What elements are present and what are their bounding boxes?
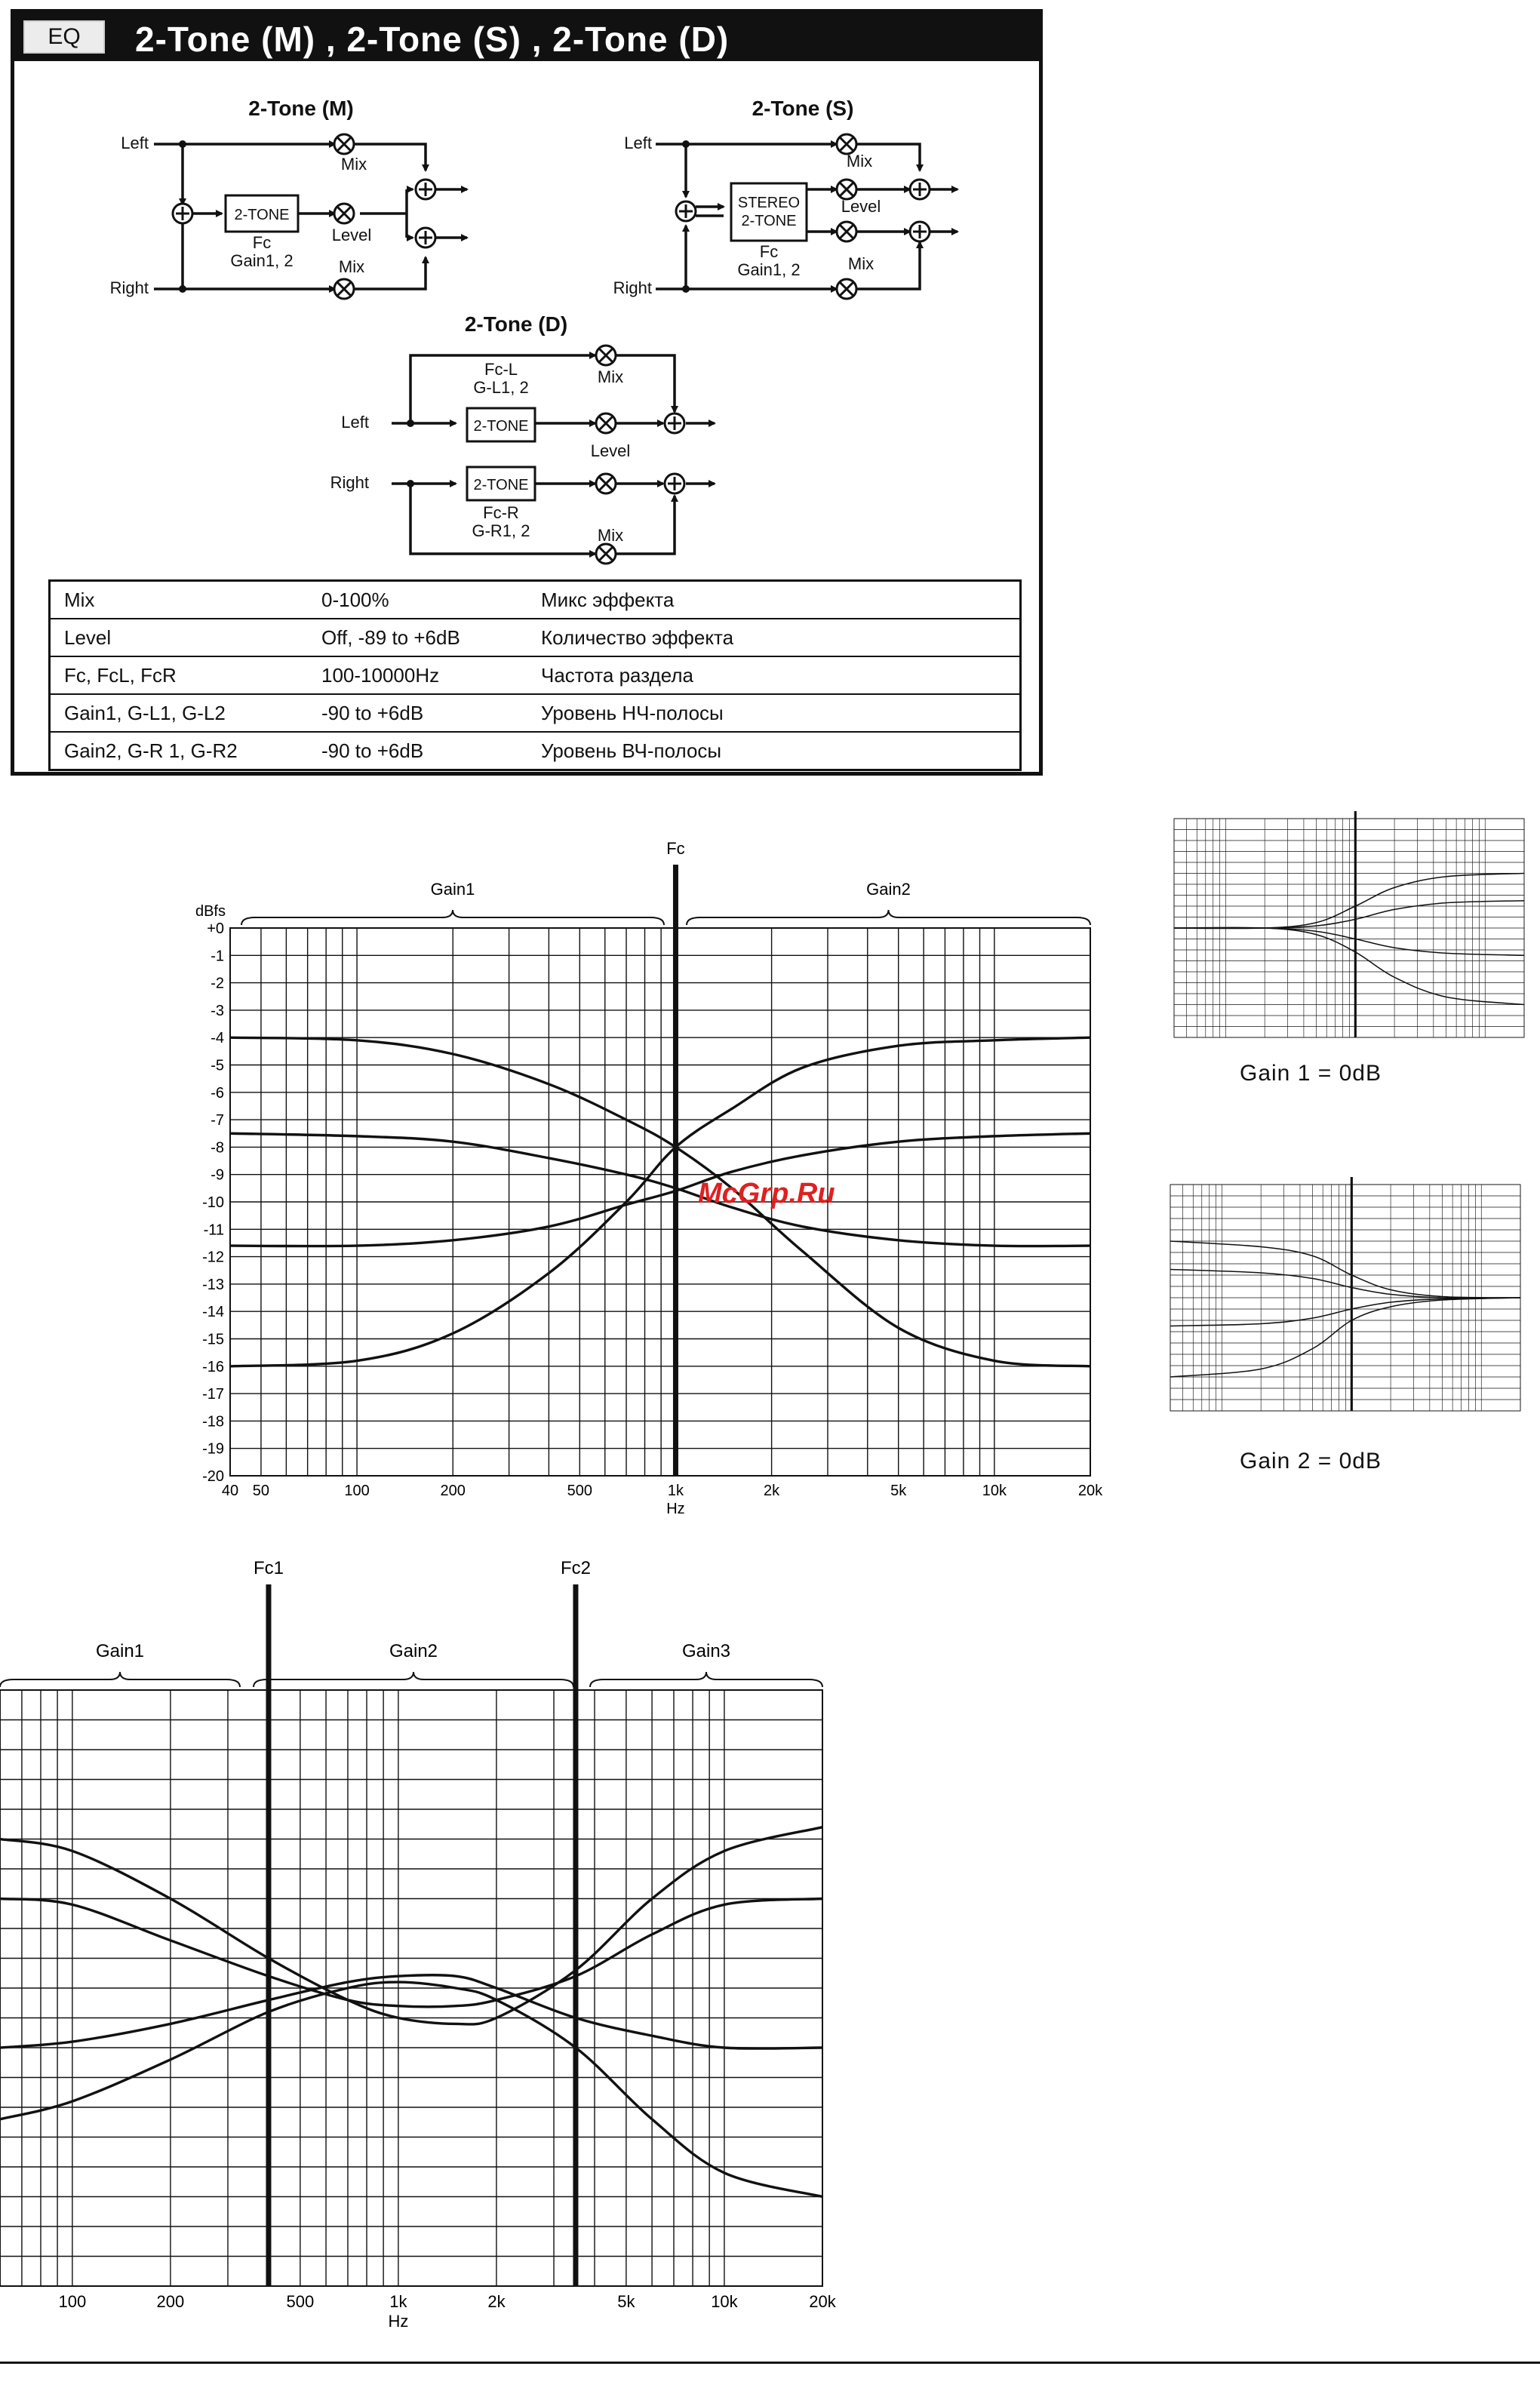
page-title: 2-Tone (M) , 2-Tone (S) , 2-Tone (D) xyxy=(135,20,730,59)
diagram-d-param-top-1: Fc-L xyxy=(484,360,518,379)
band-label: Gain1 xyxy=(430,880,475,899)
y-tick-label: -14 xyxy=(202,1304,224,1321)
gain2-caption: Gain 2 = 0dB xyxy=(1240,1449,1382,1474)
y-tick-label: -4 xyxy=(211,1030,224,1047)
y-tick-label: -8 xyxy=(211,1139,224,1157)
x-tick-label: 200 xyxy=(156,2292,185,2311)
band-label: Gain3 xyxy=(681,1641,731,1661)
diagram-s-left: Left xyxy=(624,134,652,152)
y-tick-label: -15 xyxy=(202,1331,224,1348)
param-desc: Уровень ВЧ-полосы xyxy=(527,732,1021,770)
x-tick-label: 20k xyxy=(1077,1483,1103,1499)
param-range: 100-10000Hz xyxy=(308,656,527,694)
diagram-d-param-top-2: G-L1, 2 xyxy=(473,378,529,397)
y-tick-label: -11 xyxy=(203,1222,224,1239)
param-range: -90 to +6dB xyxy=(308,732,527,770)
diagram-m-block: 2-TONE xyxy=(234,207,290,223)
x-tick-label: 5k xyxy=(890,1483,907,1499)
block-diagrams xyxy=(14,61,1039,582)
diagram-d-param-bottom-2: G-R1, 2 xyxy=(472,521,530,540)
gain1-zero-chart xyxy=(1147,796,1532,1053)
diagram-d-mix-bottom: Mix xyxy=(597,526,624,545)
series-line xyxy=(1170,1298,1520,1326)
y-tick-label: -20 xyxy=(202,1468,224,1485)
param-desc: Количество эффекта xyxy=(527,619,1021,656)
diagram-m-title: 2-Tone (M) xyxy=(248,97,354,120)
band-brace xyxy=(0,1672,240,1687)
band-brace xyxy=(687,910,1090,925)
bottom-rule xyxy=(0,2362,1540,2364)
x-tick-label: 500 xyxy=(286,2292,315,2311)
y-tick-label: -5 xyxy=(211,1057,224,1074)
band-brace xyxy=(590,1672,822,1687)
x-tick-label: 100 xyxy=(344,1483,370,1499)
diagram-s-mix-top: Mix xyxy=(846,152,873,171)
param-range: 0-100% xyxy=(321,588,389,611)
y-tick-label: -19 xyxy=(202,1440,224,1458)
diagram-s-param-2: Gain1, 2 xyxy=(737,260,801,279)
param-range: Off, -89 to +6dB xyxy=(308,619,527,656)
diagram-s-title: 2-Tone (S) xyxy=(752,97,854,120)
x-tick-label: 1k xyxy=(389,2292,407,2311)
y-axis-label: dBfs xyxy=(195,903,226,920)
y-tick-label: -1 xyxy=(211,948,224,965)
band-brace xyxy=(241,910,664,925)
diagram-m-mix-top: Mix xyxy=(340,155,367,174)
x-tick-label: 500 xyxy=(567,1483,593,1499)
x-tick-label: 50 xyxy=(252,1483,270,1499)
band-brace xyxy=(254,1672,573,1687)
y-tick-label: -12 xyxy=(202,1249,224,1266)
marker-label: Fc2 xyxy=(560,1558,591,1578)
param-name: Gain2, G-R 1, G-R2 xyxy=(50,732,309,770)
parameter-table xyxy=(48,579,1022,771)
table-row xyxy=(50,694,1021,732)
diagram-d-block-bottom: 2-TONE xyxy=(473,477,529,493)
x-axis-label: Hz xyxy=(666,1501,685,1517)
y-tick-label: -13 xyxy=(202,1276,224,1293)
watermark: McGrp.Ru xyxy=(698,1178,835,1209)
x-axis-label: Hz xyxy=(388,2312,409,2331)
param-desc: Частота раздела xyxy=(527,656,1021,694)
y-tick-label: -17 xyxy=(202,1386,224,1403)
diagram-d-level: Level xyxy=(590,441,631,460)
y-tick-label: -10 xyxy=(202,1194,224,1211)
series-line xyxy=(0,1899,822,2007)
y-tick-label: -6 xyxy=(211,1084,224,1102)
three-band-chart xyxy=(0,1539,853,2362)
diagram-d-mix-top: Mix xyxy=(597,367,624,386)
diagram-d-title: 2-Tone (D) xyxy=(464,312,568,336)
series-line xyxy=(0,1982,822,2196)
diagram-s-block-1: STEREO xyxy=(737,195,801,211)
series-line xyxy=(1174,928,1524,956)
diagram-m-right: Right xyxy=(109,278,149,297)
marker-label: Fc1 xyxy=(253,1558,284,1578)
table-row xyxy=(50,581,1021,619)
table-row xyxy=(50,732,1021,770)
x-tick-label: 200 xyxy=(440,1483,466,1499)
series-line xyxy=(1170,1241,1520,1298)
band-label: Gain1 xyxy=(95,1641,145,1661)
y-tick-label: -3 xyxy=(211,1002,224,1019)
diagram-s-block-2: 2-TONE xyxy=(741,213,797,229)
diagram-s-right: Right xyxy=(613,278,652,297)
y-tick-label: -2 xyxy=(211,975,224,992)
diagram-s-level: Level xyxy=(841,197,881,216)
param-name: Mix xyxy=(64,588,95,611)
x-tick-label: 10k xyxy=(711,2292,738,2311)
diagram-d-param-bottom-1: Fc-R xyxy=(483,503,519,522)
y-tick-label: +0 xyxy=(207,920,224,937)
x-tick-label: 10k xyxy=(982,1483,1007,1499)
x-tick-label: 5k xyxy=(617,2292,635,2311)
param-name: Fc, FcL, FcR xyxy=(50,656,309,694)
series-line xyxy=(0,1827,822,2024)
series-line xyxy=(0,1975,822,2048)
diagram-d-left: Left xyxy=(341,413,369,432)
x-tick-label: 1k xyxy=(667,1483,684,1499)
gain1-caption: Gain 1 = 0dB xyxy=(1240,1061,1382,1086)
table-row xyxy=(50,619,1021,656)
param-desc: Уровень НЧ-полосы xyxy=(527,694,1021,732)
y-tick-label: -7 xyxy=(211,1112,224,1129)
param-name: Gain1, G-L1, G-L2 xyxy=(50,694,309,732)
param-desc: Микс эффекта xyxy=(541,588,675,611)
diagram-s-param-1: Fc xyxy=(759,242,779,261)
x-tick-label: 40 xyxy=(221,1483,239,1499)
diagram-m-mix-bottom: Mix xyxy=(338,257,365,276)
main-response-chart xyxy=(166,822,1117,1532)
param-name: Level xyxy=(50,619,309,656)
diagram-s-mix-bottom: Mix xyxy=(847,254,875,273)
gain2-zero-chart xyxy=(1143,1162,1528,1426)
marker-label: Fc xyxy=(666,839,685,858)
series-line xyxy=(1174,901,1524,928)
x-tick-label: 2k xyxy=(764,1483,780,1499)
y-tick-label: -18 xyxy=(202,1413,224,1431)
diagram-m-left: Left xyxy=(121,134,149,152)
diagram-m-level: Level xyxy=(331,226,372,244)
series-line xyxy=(1170,1270,1520,1298)
diagram-d-block-top: 2-TONE xyxy=(473,418,529,435)
x-tick-label: 20k xyxy=(809,2292,836,2311)
y-tick-label: -9 xyxy=(211,1166,224,1184)
param-range: -90 to +6dB xyxy=(308,694,527,732)
band-label: Gain2 xyxy=(866,880,911,899)
x-tick-label: 100 xyxy=(58,2292,87,2311)
section-tag: EQ xyxy=(23,20,105,54)
band-label: Gain2 xyxy=(389,1641,438,1661)
effect-panel xyxy=(11,9,1043,776)
diagram-d-right: Right xyxy=(330,473,369,492)
series-line xyxy=(1170,1298,1520,1377)
diagram-m-param-2: Gain1, 2 xyxy=(230,251,294,270)
table-row xyxy=(50,656,1021,694)
y-tick-label: -16 xyxy=(202,1358,224,1375)
x-tick-label: 2k xyxy=(487,2292,506,2311)
diagram-m-param-1: Fc xyxy=(252,233,272,252)
title-bar xyxy=(14,13,1039,61)
